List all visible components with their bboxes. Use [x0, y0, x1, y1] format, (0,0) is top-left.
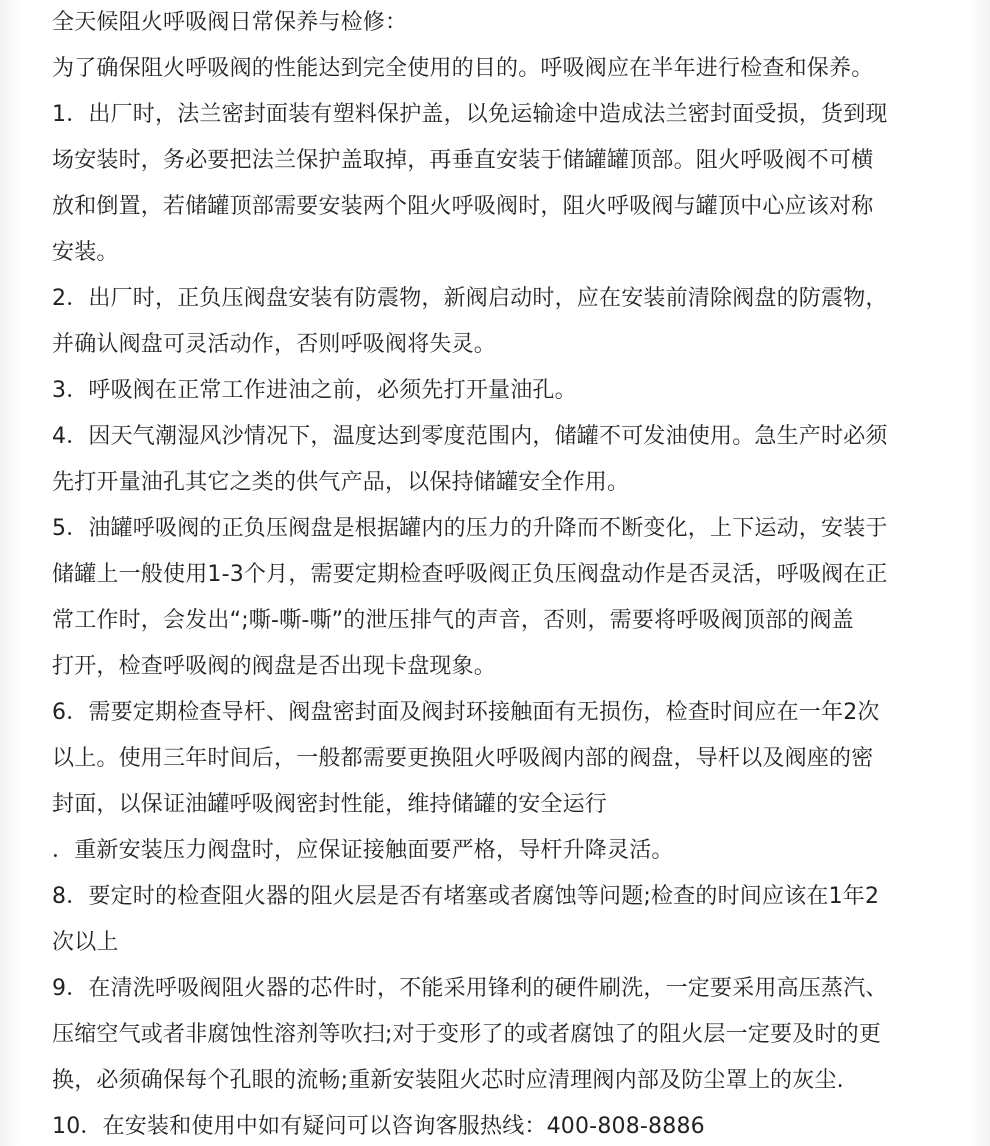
- item-9: [52, 966, 952, 1104]
- item-line: 封面，以保证油罐呼吸阀密封性能，维持储罐的安全运行: [52, 792, 608, 817]
- item-line: 常工作时，会发出“;嘶-嘶-嘶”的泄压排气的声音，否则，需要将呼吸阀顶部的阀盖: [52, 608, 854, 633]
- item-5: [52, 506, 952, 690]
- left-edge-shade: [0, 0, 20, 1146]
- item-10: [52, 1104, 952, 1146]
- item-line: 2．出厂时，正负压阀盘安装有防震物，新阀启动时，应在安装前清除阀盘的防震物，: [52, 286, 888, 311]
- item-line: 安装。: [52, 240, 119, 265]
- item-line: 压缩空气或者非腐蚀性溶剂等吹扫;对于变形了的或者腐蚀了的阻火层一定要及时的更: [52, 1022, 882, 1047]
- item-line: 4．因天气潮湿风沙情况下，温度达到零度范围内，储罐不可发油使用。急生产时必须: [52, 424, 888, 449]
- item-line: 储罐上一般使用1-3个月，需要定期检查呼吸阀正负压阀盘动作是否灵活，呼吸阀在正: [52, 562, 888, 587]
- item-line: 场安装时，务必要把法兰保护盖取掉，再垂直安装于储罐罐顶部。阻火呼吸阀不可横: [52, 148, 874, 173]
- item-line: 10．在安装和使用中如有疑问可以咨询客服热线：400-808-8886: [52, 1114, 705, 1139]
- item-6: [52, 690, 952, 828]
- item-3: [52, 368, 952, 414]
- item-7: [52, 828, 952, 874]
- item-line: 3．呼吸阀在正常工作进油之前，必须先打开量油孔。: [52, 378, 577, 403]
- item-line: 打开，检查呼吸阀的阀盘是否出现卡盘现象。: [52, 654, 497, 679]
- item-line: ．重新安装压力阀盘时，应保证接触面要严格，导杆升降灵活。: [52, 838, 674, 863]
- right-edge-shade: [970, 0, 990, 1146]
- item-line: 6．需要定期检查导杆、阀盘密封面及阀封环接触面有无损伤，检查时间应在一年2次: [52, 700, 880, 725]
- intro-line: 为了确保阻火呼吸阀的性能达到完全使用的目的。呼吸阀应在半年进行检查和保养。: [52, 56, 874, 81]
- item-line: 换，必须确保每个孔眼的流畅;重新安装阻火芯时应清理阀内部及防尘罩上的灰尘.: [52, 1068, 844, 1093]
- item-line: 放和倒置，若储罐顶部需要安装两个阻火呼吸阀时，阻火呼吸阀与罐顶中心应该对称: [52, 194, 874, 219]
- item-line: 次以上: [52, 930, 119, 955]
- item-line: 先打开量油孔其它之类的供气产品，以保持储罐安全作用。: [52, 470, 630, 495]
- document-body: [52, 0, 952, 1146]
- item-1: [52, 92, 952, 276]
- item-line: 并确认阀盘可灵活动作，否则呼吸阀将失灵。: [52, 332, 497, 357]
- item-2: [52, 276, 952, 368]
- item-line: 9．在清洗呼吸阀阻火器的芯件时，不能采用锋利的硬件刷洗，一定要采用高压蒸汽、: [52, 976, 888, 1001]
- item-line: 5．油罐呼吸阀的正负压阀盘是根据罐内的压力的升降而不断变化，上下运动，安装于: [52, 516, 888, 541]
- item-line: 以上。使用三年时间后，一般都需要更换阻火呼吸阀内部的阀盘，导杆以及阀座的密: [52, 746, 874, 771]
- item-line: 8．要定时的检查阻火器的阻火层是否有堵塞或者腐蚀等问题;检查的时间应该在1年2: [52, 884, 880, 909]
- document-title: 全天候阻火呼吸阀日常保养与检修：: [52, 10, 408, 35]
- item-line: 1．出厂时，法兰密封面装有塑料保护盖，以免运输途中造成法兰密封面受损，货到现: [52, 102, 888, 127]
- item-4: [52, 414, 952, 506]
- item-8: [52, 874, 952, 966]
